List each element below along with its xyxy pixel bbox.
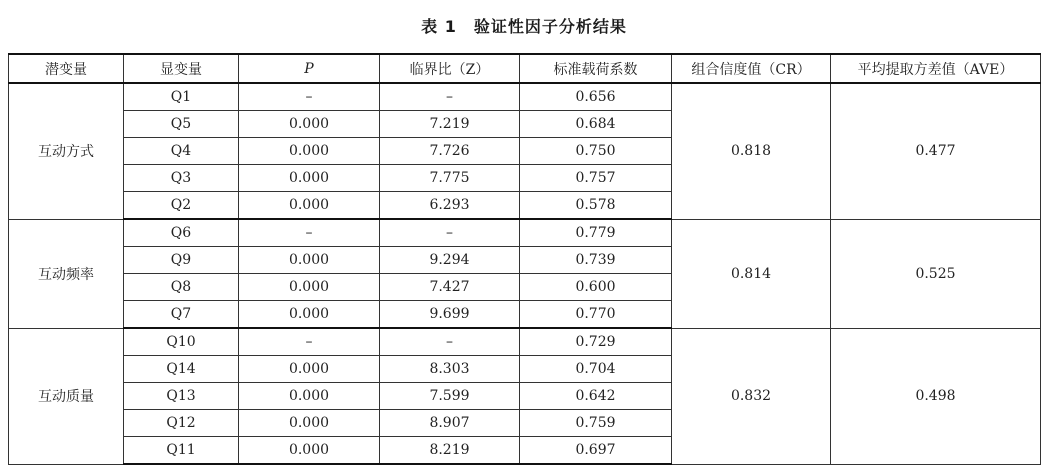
observed-variable-cell: Q7 bbox=[124, 301, 239, 329]
standard-loading-cell: 0.729 bbox=[520, 328, 672, 356]
critical-ratio-cell: 8.303 bbox=[380, 356, 520, 383]
p-value-cell: 0.000 bbox=[239, 410, 380, 437]
p-value-cell: 0.000 bbox=[239, 383, 380, 410]
observed-variable-cell: Q12 bbox=[124, 410, 239, 437]
critical-ratio-cell: 6.293 bbox=[380, 192, 520, 220]
critical-ratio-cell: 7.726 bbox=[380, 138, 520, 165]
composite-reliability-cell: 0.832 bbox=[672, 328, 831, 464]
header-observed-variable: 显变量 bbox=[124, 54, 239, 83]
standard-loading-cell: 0.757 bbox=[520, 165, 672, 192]
p-value-cell: 0.000 bbox=[239, 274, 380, 301]
standard-loading-cell: 0.697 bbox=[520, 437, 672, 465]
p-value-cell: 0.000 bbox=[239, 247, 380, 274]
observed-variable-cell: Q14 bbox=[124, 356, 239, 383]
standard-loading-cell: 0.704 bbox=[520, 356, 672, 383]
header-p: P bbox=[239, 54, 380, 83]
header-row bbox=[9, 54, 1041, 83]
observed-variable-cell: Q2 bbox=[124, 192, 239, 220]
p-value-cell: 0.000 bbox=[239, 437, 380, 465]
observed-variable-cell: Q5 bbox=[124, 111, 239, 138]
observed-variable-cell: Q8 bbox=[124, 274, 239, 301]
standard-loading-cell: 0.642 bbox=[520, 383, 672, 410]
critical-ratio-cell: – bbox=[380, 219, 520, 247]
critical-ratio-cell: 7.219 bbox=[380, 111, 520, 138]
p-value-cell: – bbox=[239, 219, 380, 247]
critical-ratio-cell: – bbox=[380, 83, 520, 111]
critical-ratio-cell: 8.219 bbox=[380, 437, 520, 465]
p-value-cell: 0.000 bbox=[239, 301, 380, 329]
standard-loading-cell: 0.656 bbox=[520, 83, 672, 111]
critical-ratio-cell: 8.907 bbox=[380, 410, 520, 437]
critical-ratio-cell: 7.427 bbox=[380, 274, 520, 301]
ave-cell: 0.525 bbox=[831, 219, 1041, 328]
p-value-cell: – bbox=[239, 83, 380, 111]
latent-variable-cell: 互动方式 bbox=[9, 83, 124, 219]
p-value-cell: 0.000 bbox=[239, 138, 380, 165]
header-critical-ratio: 临界比（Z） bbox=[380, 54, 520, 83]
standard-loading-cell: 0.600 bbox=[520, 274, 672, 301]
observed-variable-cell: Q9 bbox=[124, 247, 239, 274]
p-value-cell: 0.000 bbox=[239, 165, 380, 192]
standard-loading-cell: 0.759 bbox=[520, 410, 672, 437]
standard-loading-cell: 0.739 bbox=[520, 247, 672, 274]
latent-variable-cell: 互动频率 bbox=[9, 219, 124, 328]
ave-cell: 0.477 bbox=[831, 83, 1041, 219]
observed-variable-cell: Q6 bbox=[124, 219, 239, 247]
critical-ratio-cell: 7.775 bbox=[380, 165, 520, 192]
standard-loading-cell: 0.578 bbox=[520, 192, 672, 220]
p-value-cell: 0.000 bbox=[239, 111, 380, 138]
standard-loading-cell: 0.684 bbox=[520, 111, 672, 138]
critical-ratio-cell: 9.699 bbox=[380, 301, 520, 329]
p-value-cell: – bbox=[239, 328, 380, 356]
composite-reliability-cell: 0.814 bbox=[672, 219, 831, 328]
latent-variable-cell: 互动质量 bbox=[9, 328, 124, 464]
observed-variable-cell: Q10 bbox=[124, 328, 239, 356]
critical-ratio-cell: 9.294 bbox=[380, 247, 520, 274]
standard-loading-cell: 0.779 bbox=[520, 219, 672, 247]
observed-variable-cell: Q1 bbox=[124, 83, 239, 111]
cfa-results-table bbox=[8, 53, 1041, 465]
header-standard-loading: 标准载荷系数 bbox=[520, 54, 672, 83]
observed-variable-cell: Q4 bbox=[124, 138, 239, 165]
header-latent-variable: 潜变量 bbox=[9, 54, 124, 83]
p-value-cell: 0.000 bbox=[239, 192, 380, 220]
header-composite-reliability: 组合信度值（CR） bbox=[672, 54, 831, 83]
standard-loading-cell: 0.750 bbox=[520, 138, 672, 165]
table-row bbox=[9, 83, 1041, 111]
table-row bbox=[9, 328, 1041, 356]
ave-cell: 0.498 bbox=[831, 328, 1041, 464]
table-body bbox=[9, 83, 1041, 464]
observed-variable-cell: Q3 bbox=[124, 165, 239, 192]
header-ave: 平均提取方差值（AVE） bbox=[831, 54, 1041, 83]
table-caption: 表 1 验证性因子分析结果 bbox=[421, 17, 627, 36]
table-row bbox=[9, 219, 1041, 247]
observed-variable-cell: Q11 bbox=[124, 437, 239, 465]
p-value-cell: 0.000 bbox=[239, 356, 380, 383]
observed-variable-cell: Q13 bbox=[124, 383, 239, 410]
standard-loading-cell: 0.770 bbox=[520, 301, 672, 329]
critical-ratio-cell: – bbox=[380, 328, 520, 356]
composite-reliability-cell: 0.818 bbox=[672, 83, 831, 219]
critical-ratio-cell: 7.599 bbox=[380, 383, 520, 410]
